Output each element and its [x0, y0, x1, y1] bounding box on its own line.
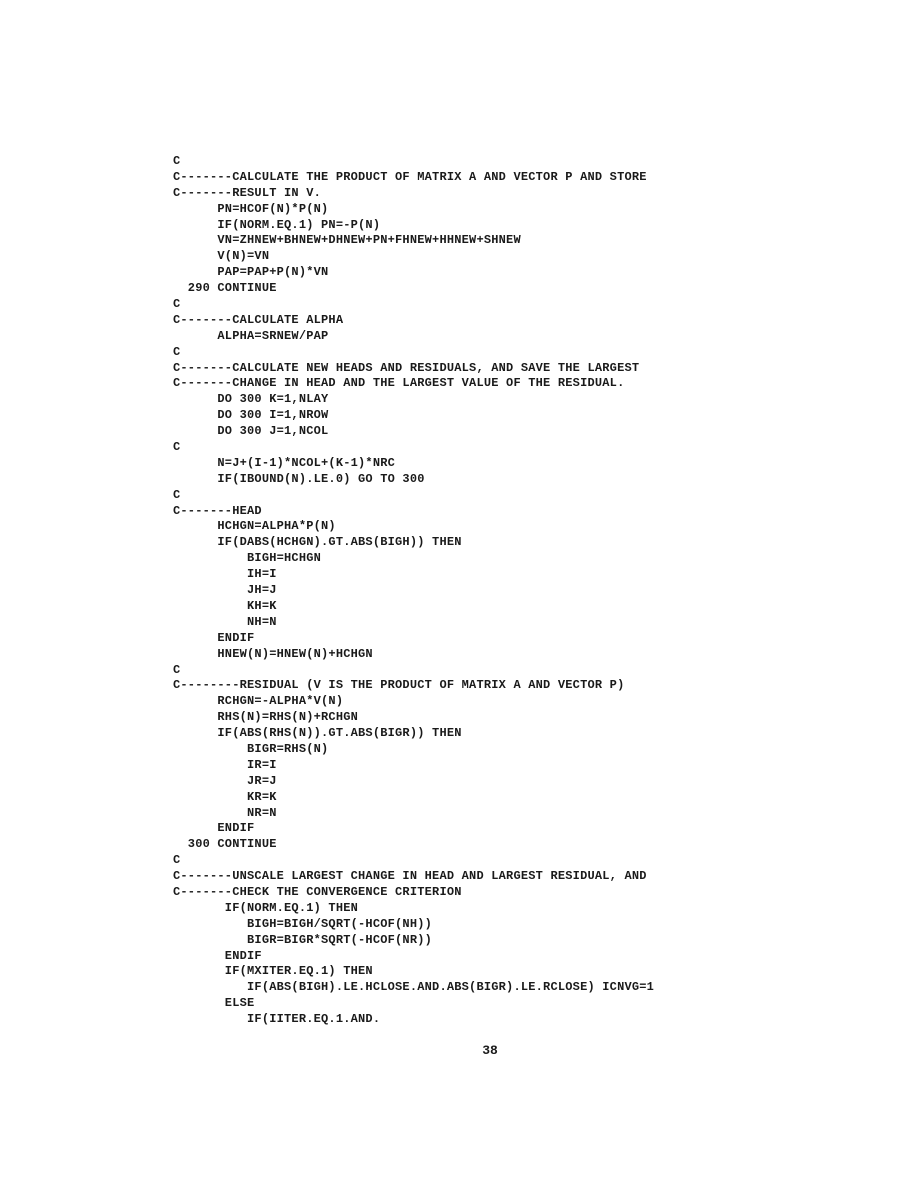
code-line: C-------CHANGE IN HEAD AND THE LARGEST VALUE OF THE RESIDUAL.	[173, 376, 625, 391]
code-line: NH=N	[173, 614, 277, 629]
code-line: C--------RESIDUAL (V IS THE PRODUCT OF MATRIX A AND VECTOR P)	[173, 678, 625, 693]
code-line: C-------HEAD	[173, 503, 262, 518]
code-line: C	[173, 154, 181, 168]
code-line: RHS(N)=RHS(N)+RCHGN	[173, 710, 359, 725]
code-line: IF(MXITER.EQ.1) THEN	[173, 964, 373, 979]
code-line: BIGR=RHS(N)	[173, 741, 329, 756]
code-line: JH=J	[173, 583, 277, 598]
code-line: HNEW(N)=HNEW(N)+HCHGN	[173, 646, 373, 661]
code-line: BIGR=BIGR*SQRT(-HCOF(NR))	[173, 932, 433, 947]
code-line: C	[173, 853, 181, 868]
code-line: C-------UNSCALE LARGEST CHANGE IN HEAD AND LARGEST RESIDUAL, AND	[173, 869, 647, 884]
code-line: IF(NORM.EQ.1) PN=-P(N)	[173, 217, 381, 232]
code-line: IF(IITER.EQ.1.AND.	[173, 1012, 381, 1027]
code-line: C-------CALCULATE ALPHA	[173, 312, 344, 327]
code-line: 300 CONTINUE	[173, 837, 277, 852]
code-line: V(N)=VN	[173, 249, 270, 264]
code-line: C	[173, 487, 181, 502]
code-line: PAP=PAP+P(N)*VN	[173, 265, 329, 280]
code-line: PN=HCOF(N)*P(N)	[173, 201, 329, 216]
code-line: 290 CONTINUE	[173, 281, 277, 296]
code-line: C	[173, 297, 181, 312]
code-line: ENDIF	[173, 821, 255, 836]
code-line: RCHGN=-ALPHA*V(N)	[173, 694, 344, 709]
code-line: IF(ABS(RHS(N)).GT.ABS(BIGR)) THEN	[173, 726, 462, 741]
code-line: BIGH=HCHGN	[173, 551, 322, 566]
code-line: C-------CHECK THE CONVERGENCE CRITERION	[173, 884, 462, 899]
page-number: 38	[482, 1043, 498, 1058]
code-line: N=J+(I-1)*NCOL+(K-1)*NRC	[173, 455, 396, 470]
code-line: IR=I	[173, 757, 277, 772]
fortran-code-listing	[173, 154, 733, 1028]
code-line: IF(IBOUND(N).LE.0) GO TO 300	[173, 471, 425, 486]
code-line: DO 300 I=1,NROW	[173, 408, 329, 423]
code-line: C-------RESULT IN V.	[173, 185, 322, 200]
code-line: C	[173, 440, 181, 455]
code-line: JR=J	[173, 773, 277, 788]
code-line: ALPHA=SRNEW/PAP	[173, 328, 329, 343]
code-line: DO 300 K=1,NLAY	[173, 392, 329, 407]
code-line: NR=N	[173, 805, 277, 820]
code-line: ENDIF	[173, 948, 262, 963]
code-line: IF(DABS(HCHGN).GT.ABS(BIGH)) THEN	[173, 535, 462, 550]
code-line: KH=K	[173, 598, 277, 613]
code-line: C	[173, 662, 181, 677]
code-line: BIGH=BIGH/SQRT(-HCOF(NH))	[173, 916, 433, 931]
code-line: HCHGN=ALPHA*P(N)	[173, 519, 336, 534]
code-line: IH=I	[173, 567, 277, 582]
code-line: C-------CALCULATE THE PRODUCT OF MATRIX A AND VECTOR P AND STORE	[173, 169, 647, 184]
code-line: IF(ABS(BIGH).LE.HCLOSE.AND.ABS(BIGR).LE.RCLOSE) ICNVG=1	[173, 980, 655, 995]
code-line: IF(NORM.EQ.1) THEN	[173, 900, 359, 915]
code-line: ELSE	[173, 996, 255, 1011]
code-line: ENDIF	[173, 630, 255, 645]
code-line: VN=ZHNEW+BHNEW+DHNEW+PN+FHNEW+HHNEW+SHNEW	[173, 233, 521, 248]
code-line: DO 300 J=1,NCOL	[173, 424, 329, 439]
code-line: KR=K	[173, 789, 277, 804]
code-line: C-------CALCULATE NEW HEADS AND RESIDUALS, AND SAVE THE LARGEST	[173, 360, 640, 375]
code-line: C	[173, 344, 181, 359]
